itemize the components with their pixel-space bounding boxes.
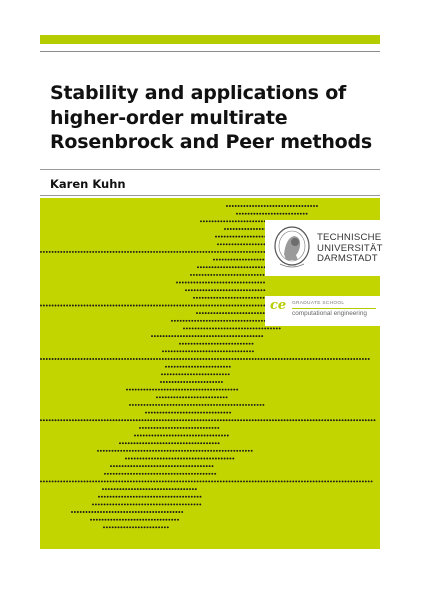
dot-row	[226, 205, 318, 207]
dot-row	[183, 327, 281, 329]
title-line: Stability and applications of	[50, 82, 347, 104]
dot-row	[40, 480, 373, 482]
graduate-school-label: GRADUATE SCHOOL	[292, 301, 345, 306]
top-divider	[40, 51, 380, 52]
dot-row	[110, 465, 213, 467]
book-title	[50, 81, 380, 155]
tud-line: UNIVERSITÄT	[317, 242, 383, 254]
dot-row	[156, 396, 228, 398]
graduate-school-divider	[292, 308, 376, 309]
top-accent-bar	[40, 35, 380, 44]
author-rule-bottom	[40, 195, 380, 196]
tud-line: DARMSTADT	[317, 253, 378, 265]
dot-row	[197, 266, 266, 268]
dot-row	[126, 389, 238, 391]
dot-row	[134, 435, 229, 437]
dot-row	[190, 274, 264, 276]
dot-row	[179, 343, 253, 345]
tu-darmstadt-wordmark	[317, 233, 383, 265]
dot-row	[196, 312, 265, 314]
dot-row	[165, 366, 231, 368]
title-line: higher-order multirate	[50, 106, 288, 129]
dot-row	[40, 419, 375, 421]
dot-row	[40, 251, 265, 253]
graduate-school-name: computational engineering	[292, 310, 367, 317]
dot-row	[139, 427, 219, 429]
dot-row	[213, 259, 264, 261]
dot-row	[104, 473, 216, 475]
dot-row	[217, 243, 265, 245]
dot-row	[71, 511, 183, 513]
dot-row	[40, 358, 370, 360]
dot-row	[125, 458, 234, 460]
dot-row	[176, 282, 265, 284]
dot-row	[92, 503, 201, 505]
author-rule-top	[40, 169, 380, 170]
dot-row	[98, 496, 201, 498]
dot-row	[103, 526, 169, 528]
dot-row	[193, 297, 264, 299]
author-name: Karen Kuhn	[50, 177, 126, 191]
dot-row	[171, 320, 266, 322]
dot-row	[236, 213, 307, 215]
dot-row	[160, 381, 223, 383]
ce-logo-icon: ce	[270, 298, 287, 313]
title-line: Rosenbrock and Peer methods	[50, 131, 373, 153]
dot-row	[224, 228, 266, 230]
university-seal-icon	[272, 224, 312, 272]
dot-row	[90, 519, 179, 521]
dot-row	[151, 335, 263, 337]
dot-row	[102, 488, 197, 490]
dot-row	[97, 450, 253, 452]
dot-row	[185, 289, 265, 291]
dot-row	[129, 404, 264, 406]
dot-row	[161, 373, 230, 375]
dot-row	[40, 305, 265, 307]
dot-row	[215, 236, 266, 238]
tud-line: TECHNISCHE	[317, 232, 382, 243]
dot-row	[119, 442, 220, 444]
dot-row	[145, 412, 231, 414]
dot-row	[162, 350, 254, 352]
